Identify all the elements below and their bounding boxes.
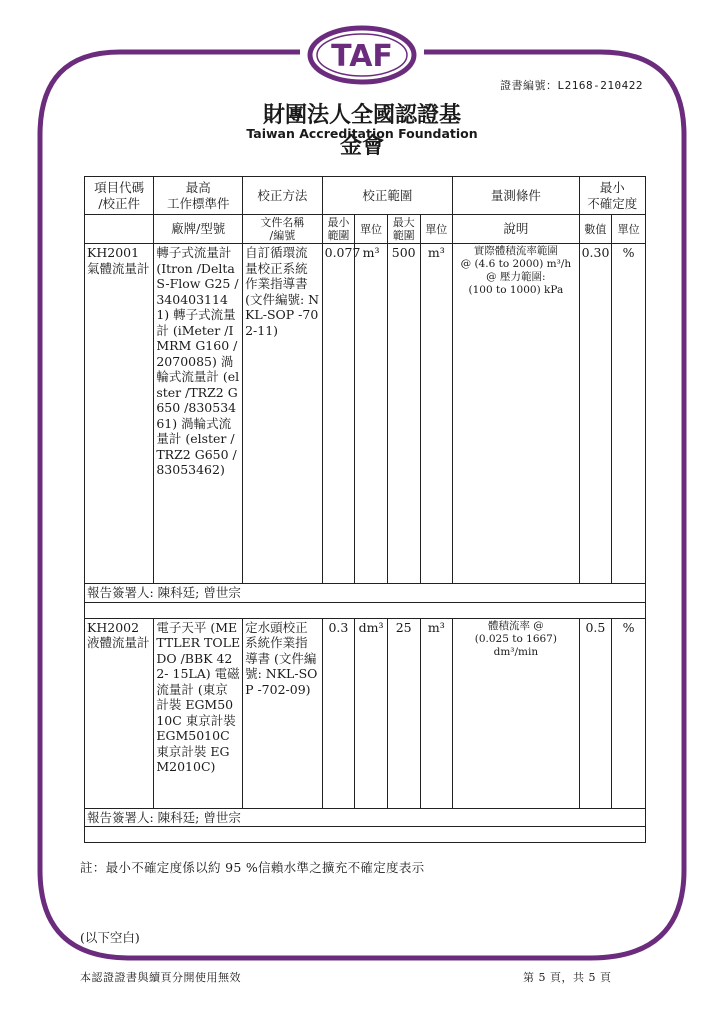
spacer-cell (85, 602, 646, 618)
spacer-cell (85, 827, 646, 843)
signer-cell: 報告簽署人: 陳科廷; 曾世宗 (85, 808, 646, 827)
subheader-unit: 單位 (355, 215, 388, 244)
subheader-unit2: 單位 (420, 215, 453, 244)
header-method: 校正方法 (243, 177, 323, 215)
min-unit-cell: dm³ (355, 618, 388, 808)
max-unit-cell: m³ (420, 244, 453, 584)
header-item-code: 項目代碼 /校正件 (85, 177, 154, 215)
uncertainty-unit-cell: % (612, 244, 646, 584)
subheader-max-range: 最大 範圍 (387, 215, 420, 244)
table-row (85, 618, 646, 808)
min-unit-cell: m³ (355, 244, 388, 584)
subheader-min-range: 最小 範圍 (322, 215, 355, 244)
org-title-zh: 財團法人全國認證基金會 (262, 103, 461, 159)
footer-validity-note: 本認證證書與續頁分開使用無效 (80, 971, 241, 984)
signer-row (85, 808, 646, 827)
min-range-cell: 0.077 (322, 244, 355, 584)
header-uncertainty: 最小 不確定度 (579, 177, 645, 215)
org-title-en: Taiwan Accreditation Foundation (246, 126, 478, 141)
table-subheader-row (85, 215, 646, 244)
page-number: 第 5 頁，共 5 頁 (523, 971, 612, 984)
uncertainty-unit-cell: % (612, 618, 646, 808)
spacer-row (85, 827, 646, 843)
subheader-value: 數值 (579, 215, 612, 244)
item-code-cell: KH2001 氣體流量計 (85, 244, 154, 584)
max-range-cell: 25 (387, 618, 420, 808)
min-range-cell: 0.3 (322, 618, 355, 808)
header-max-standard: 最高 工作標準件 (154, 177, 243, 215)
method-cell: 自訂循環流量校正系統作業指導書 (文件編號: NKL-SOP -702-11) (243, 244, 323, 584)
method-cell: 定水頭校正系統作業指導書 (文件編號: NKL-SOP -702-09) (243, 618, 323, 808)
subheader-unit3: 單位 (612, 215, 646, 244)
subheader-description: 說明 (453, 215, 579, 244)
table-row (85, 244, 646, 584)
uncertainty-value-cell: 0.30 (579, 244, 612, 584)
max-range-cell: 500 (387, 244, 420, 584)
subheader-doc: 文件名稱 /編號 (243, 215, 323, 244)
uncertainty-value-cell: 0.5 (579, 618, 612, 808)
blank-below-note: (以下空白) (80, 930, 140, 945)
standards-cell: 電子天平 (METTLER TOLEDO /BBK 422- 15LA) 電磁流量計 (東京計裝 EGM5010C 東京計裝 EGM5010C 東京計裝 EGM2010C) (154, 618, 243, 808)
header-conditions: 量測條件 (453, 177, 579, 215)
standards-cell: 轉子式流量計 (Itron /Delta S-Flow G25 /3404031141) 轉子式流量計 (iMeter /IMRM G160 /2070085) 渦輪式流量計 (elster /TRZ2 G650 /83053461) 渦輪式流量計 (elster /TRZ2 G650 /83053462) (154, 244, 243, 584)
conditions-cell: 體積流率 @ (0.025 to 1667) dm³/min (453, 618, 579, 808)
certificate-number: 證書編號：L2168-210422 (500, 79, 643, 92)
table-header-row (85, 177, 646, 215)
subheader-brand-model: 廠牌/型號 (154, 215, 243, 244)
subheader-blank (85, 215, 154, 244)
conditions-cell: 實際體積流率範圍 @ (4.6 to 2000) m³/h @ 壓力範圍: (100 to 1000) kPa (453, 244, 579, 584)
item-code-cell: KH2002 液體流量計 (85, 618, 154, 808)
max-unit-cell: m³ (420, 618, 453, 808)
spacer-row (85, 602, 646, 618)
header-range: 校正範圍 (322, 177, 453, 215)
uncertainty-note: 註：最小不確定度係以約 95 %信賴水準之擴充不確定度表示 (80, 860, 425, 875)
taf-logo (306, 24, 418, 86)
accreditation-scope-table (84, 176, 646, 843)
signer-row (85, 584, 646, 603)
logo-text: TAF (331, 39, 393, 74)
signer-cell: 報告簽署人: 陳科廷; 曾世宗 (85, 584, 646, 603)
